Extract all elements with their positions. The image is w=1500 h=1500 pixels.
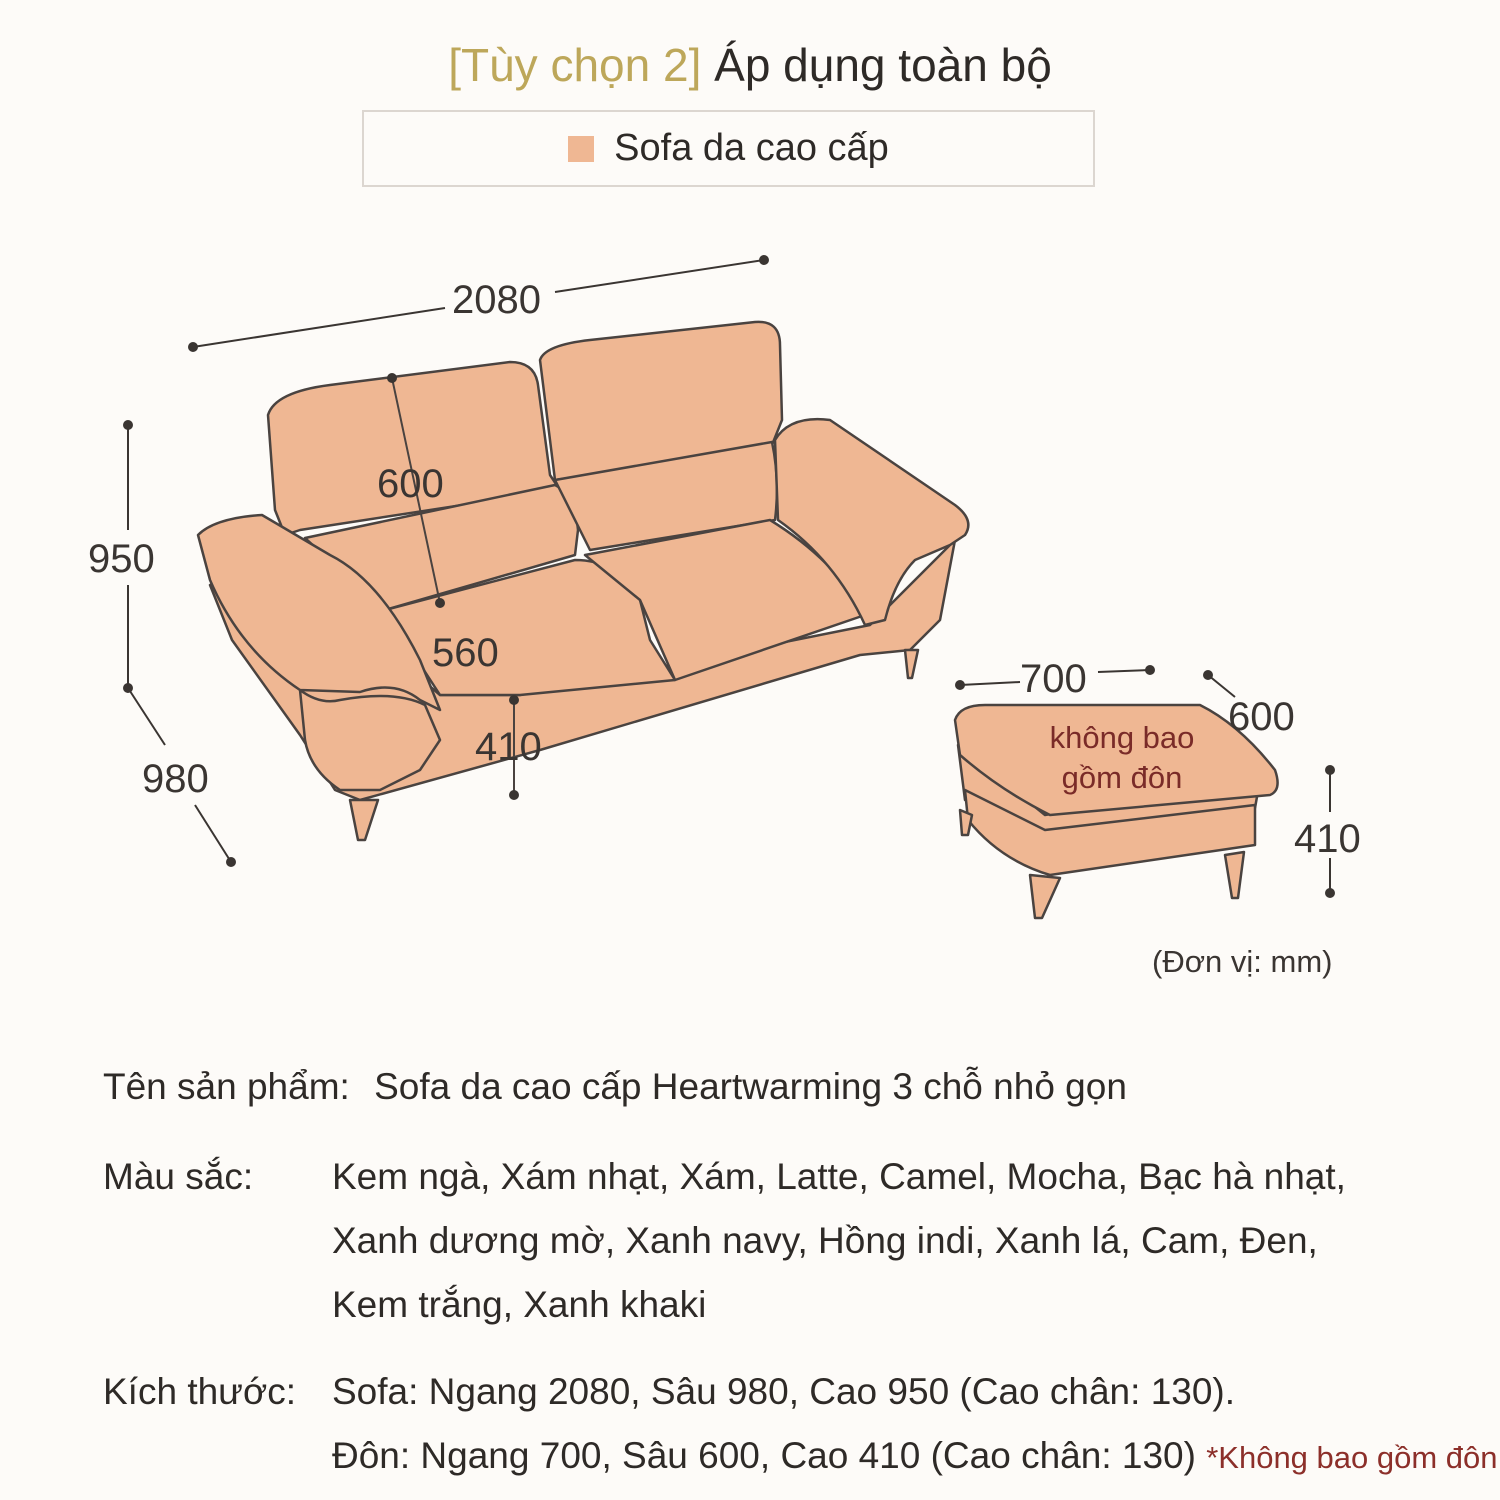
spec-color-row-3 xyxy=(0,1284,1500,1324)
dim-line-width-right xyxy=(555,260,764,292)
ottoman-note-line2: gồm đôn xyxy=(1061,760,1183,795)
dim-sofa-width: 2080 xyxy=(452,278,541,322)
dim-line-depth-top xyxy=(128,688,165,745)
spec-size-note: *Không bao gồm đôn xyxy=(1206,1440,1498,1475)
dim-line-ottoman-width-right xyxy=(1098,670,1150,672)
spec-size-row-1 xyxy=(0,1371,1500,1411)
sofa-leg-back xyxy=(905,650,918,678)
spec-color-row-1 xyxy=(0,1156,1500,1196)
spec-size-row-2 xyxy=(0,1435,1500,1479)
spec-size-sofa: Sofa: Ngang 2080, Sâu 980, Cao 950 (Cao chân: 130). xyxy=(332,1371,1236,1412)
dim-line-depth-bottom xyxy=(195,805,231,862)
spec-name-row xyxy=(103,1066,1127,1108)
spec-name-value: Sofa da cao cấp Heartwarming 3 chỗ nhỏ gọn xyxy=(374,1066,1127,1107)
spec-size-label: Kích thước: xyxy=(103,1371,296,1412)
dim-line-ottoman-depth xyxy=(1208,675,1235,697)
dim-back-height: 600 xyxy=(377,462,444,506)
spec-size-ottoman: Đôn: Ngang 700, Sâu 600, Cao 410 (Cao chân: 130) xyxy=(332,1435,1196,1476)
spec-color-line-1: Kem ngà, Xám nhạt, Xám, Latte, Camel, Mocha, Bạc hà nhạt, xyxy=(332,1156,1346,1197)
unit-note: (Đơn vị: mm) xyxy=(1152,944,1333,979)
spec-size-ottoman-wrap xyxy=(332,1435,1498,1477)
sofa-leg-front xyxy=(350,800,378,840)
dim-ottoman-depth: 600 xyxy=(1228,695,1295,739)
ottoman-note-line1: không bao xyxy=(1049,720,1195,755)
option-title: Áp dụng toàn bộ xyxy=(714,39,1052,91)
spec-color-row-2 xyxy=(0,1220,1500,1260)
dim-ottoman-width: 700 xyxy=(1020,657,1087,701)
ottoman-leg-front xyxy=(1030,875,1060,918)
dim-line-width-left xyxy=(193,308,445,347)
dim-seat-depth: 560 xyxy=(432,631,499,675)
dim-seat-height: 410 xyxy=(475,725,542,769)
spec-color-label: Màu sắc: xyxy=(103,1156,254,1197)
ottoman-leg-left xyxy=(960,810,972,835)
legend-label: Sofa da cao cấp xyxy=(614,127,889,169)
dim-sofa-height: 950 xyxy=(88,537,155,581)
spec-color-line-3: Kem trắng, Xanh khaki xyxy=(332,1284,707,1325)
dim-ottoman-height: 410 xyxy=(1294,817,1361,861)
dim-line-ottoman-width-left xyxy=(960,682,1020,685)
dim-sofa-depth: 980 xyxy=(142,757,209,801)
ottoman-leg-right xyxy=(1225,852,1244,898)
option-tag: [Tùy chọn 2] xyxy=(448,39,702,91)
spec-name-label: Tên sản phẩm: xyxy=(103,1066,350,1107)
spec-color-line-2: Xanh dương mờ, Xanh navy, Hồng indi, Xanh lá, Cam, Đen, xyxy=(332,1220,1318,1261)
